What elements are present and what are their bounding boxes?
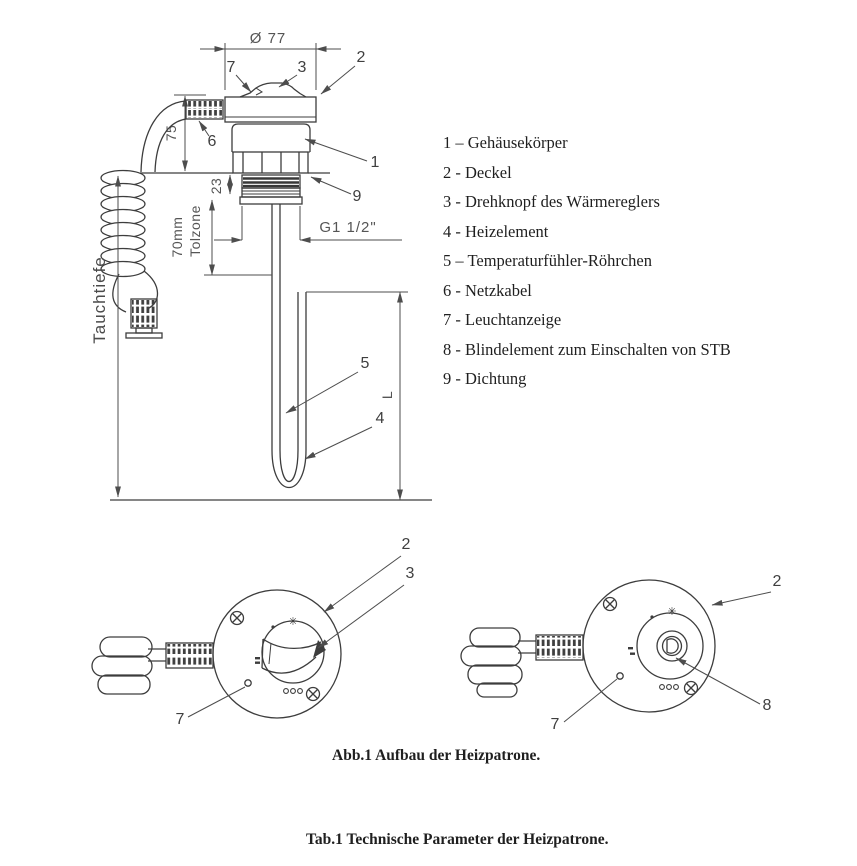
callout-7: 7: [226, 59, 236, 76]
callout-3: 3: [405, 565, 415, 582]
table-caption: Tab.1 Technische Parameter der Heizpatrone.: [306, 831, 609, 848]
scale-dot: [271, 625, 274, 628]
callout-9: 9: [352, 188, 362, 205]
screw-icon: [231, 612, 244, 625]
snowflake-symbol: ✳: [288, 616, 298, 628]
scale-dot: [650, 615, 653, 618]
dimension-element-length: [306, 292, 408, 500]
dimension-tolerance-zone: [169, 200, 272, 275]
plug-hanging: [113, 271, 162, 338]
dimension-diameter: [200, 30, 341, 90]
scale-bars: [255, 657, 260, 664]
dim-23-label: 23: [208, 177, 224, 195]
callout-2: 2: [401, 536, 411, 553]
plug-side-view: [461, 628, 536, 697]
callout-7: 7: [175, 711, 185, 728]
dim-length-label: L: [379, 390, 395, 400]
scale-bars: [628, 647, 635, 655]
figure-caption: Abb.1 Aufbau der Heizpatrone.: [332, 747, 541, 764]
shaft-boss: [657, 631, 687, 661]
hex-nut: [233, 152, 308, 173]
legend-item-5: 5 – Temperaturfühler-Röhrchen: [443, 251, 652, 270]
screw-icon: [307, 688, 320, 701]
callout-3: 3: [297, 59, 307, 76]
front-view-with-knob: [92, 536, 415, 728]
legend-item-9: 9 - Dichtung: [443, 369, 527, 388]
snowflake-symbol: ✳: [667, 606, 677, 618]
dimension-gasket-23: [208, 175, 230, 194]
led-indicator: [245, 680, 251, 686]
callout-1: 1: [370, 154, 380, 171]
scale-dots-max: [660, 685, 679, 690]
callout-2: 2: [356, 49, 366, 66]
dim-tauchtiefe-label: Tauchtiefe: [90, 256, 109, 344]
cable-gland: [186, 100, 223, 119]
legend-item-2: 2 - Deckel: [443, 162, 512, 182]
callout-7: 7: [550, 716, 560, 733]
screw-icon: [604, 598, 617, 611]
callout-5: 5: [360, 355, 370, 372]
dim-thread-label: G1 1/2": [319, 219, 377, 236]
scale-dots-max: [284, 689, 303, 694]
led-indicator: [617, 673, 623, 679]
dim-75-label: 75: [163, 124, 179, 142]
gasket-and-thread: [240, 175, 302, 204]
dim-tolzone-word: Tolzone: [187, 205, 203, 257]
legend-item-3: 3 - Drehknopf des Wärmereglers: [443, 192, 660, 211]
legend-item-6: 6 - Netzkabel: [443, 280, 532, 300]
cable-gland: [536, 635, 583, 660]
cap-deckel: [225, 83, 316, 122]
legend-item-4: 4 - Heizelement: [443, 221, 549, 241]
dim-tolzone-value: 70mm: [169, 216, 185, 258]
screw-icon: [685, 682, 698, 695]
u-bend-inner: [280, 450, 298, 482]
cable-gland: [166, 643, 213, 668]
front-view-knob-removed: [461, 573, 782, 733]
knob-grip: [262, 639, 326, 673]
housing-body: [232, 124, 310, 152]
callout-2: 2: [772, 573, 782, 590]
callout-6: 6: [207, 133, 217, 150]
legend-item-8: 8 - Blindelement zum Einschalten von STB: [443, 339, 731, 359]
left-view-callouts: [176, 536, 415, 728]
main-drawing-callouts: [199, 49, 385, 459]
main-assembly-drawing: [90, 30, 432, 500]
blind-element: [667, 639, 678, 653]
recess-circle: [637, 613, 703, 679]
plug-side-view: [92, 637, 166, 694]
dimension-thread-size: [214, 206, 402, 240]
legend-item-1: 1 – Gehäusekörper: [443, 133, 568, 152]
callout-8: 8: [762, 697, 772, 714]
legend-item-7: 7 - Leuchtanzeige: [443, 310, 562, 329]
dim-diameter-label: Ø 77: [249, 30, 287, 47]
parts-legend: [443, 128, 803, 394]
callout-4: 4: [375, 410, 385, 427]
cover-circle: [213, 590, 341, 718]
heating-element-tubes: [272, 204, 306, 488]
power-cable: [141, 101, 186, 172]
